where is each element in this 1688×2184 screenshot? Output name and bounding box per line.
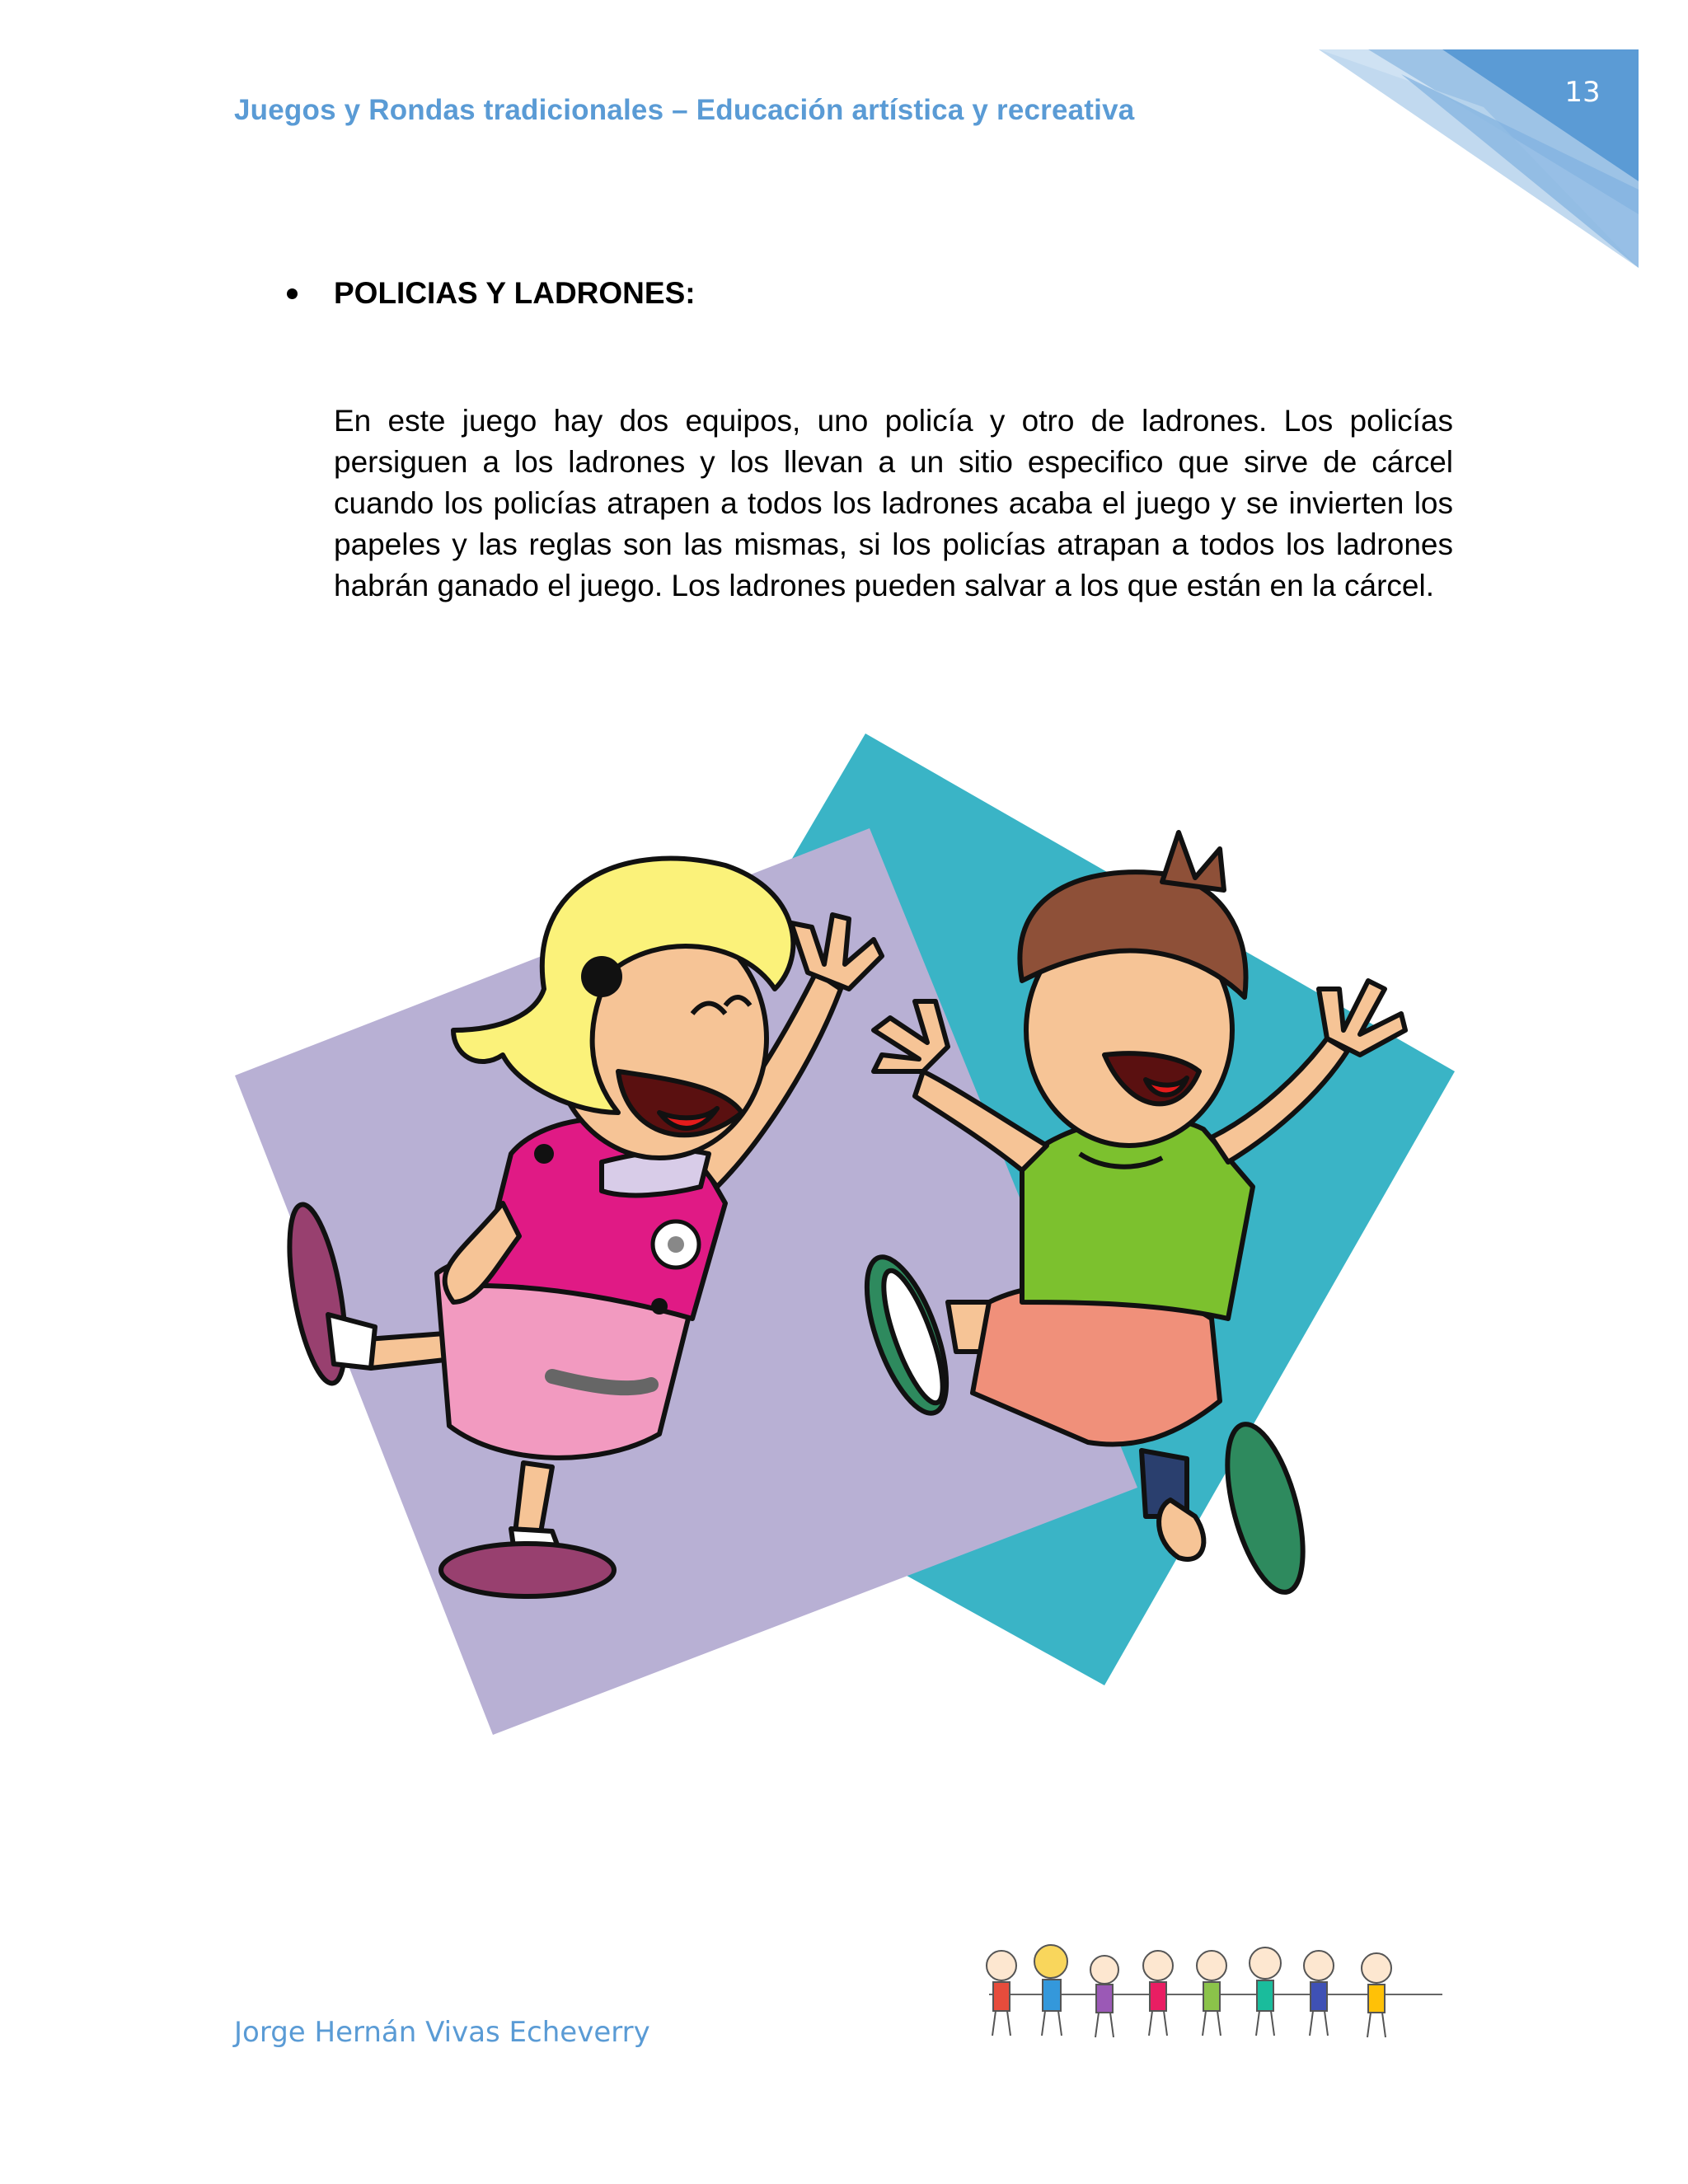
header-title: Juegos y Rondas tradicionales – Educación artística y recreativa — [234, 94, 1135, 126]
child-figure — [1034, 1945, 1067, 2036]
bullet-icon — [287, 288, 298, 299]
bullet-heading-row — [280, 276, 1459, 311]
section — [280, 276, 1459, 311]
footer-author: Jorge Hernán Vivas Echeverry — [234, 2016, 650, 2049]
kids-playing-illustration — [231, 725, 1467, 1747]
page-number: 13 — [1564, 76, 1601, 109]
section-heading: POLICIAS Y LADRONES: — [334, 276, 696, 310]
child-figure — [1197, 1951, 1226, 2036]
child-figure — [1304, 1951, 1334, 2036]
child-figure — [1143, 1951, 1173, 2036]
child-figure — [1250, 1947, 1281, 2036]
child-figure — [1090, 1956, 1118, 2037]
children-row-illustration — [973, 1929, 1459, 2052]
section-body: En este juego hay dos equipos, uno policía y otro de ladrones. Los policías persiguen a los ladrones y los llevan a un sitio especifico que sirve de cárcel cuando los policías atrapen a todos los ladrones acaba el juego y se invierten los papeles y las reglas son las mismas, si los policías atrapan a todos los ladrones habrán ganado el juego. Los ladrones pueden salvar a los que están en la cárcel. — [334, 404, 1453, 602]
child-figure — [987, 1951, 1016, 2036]
